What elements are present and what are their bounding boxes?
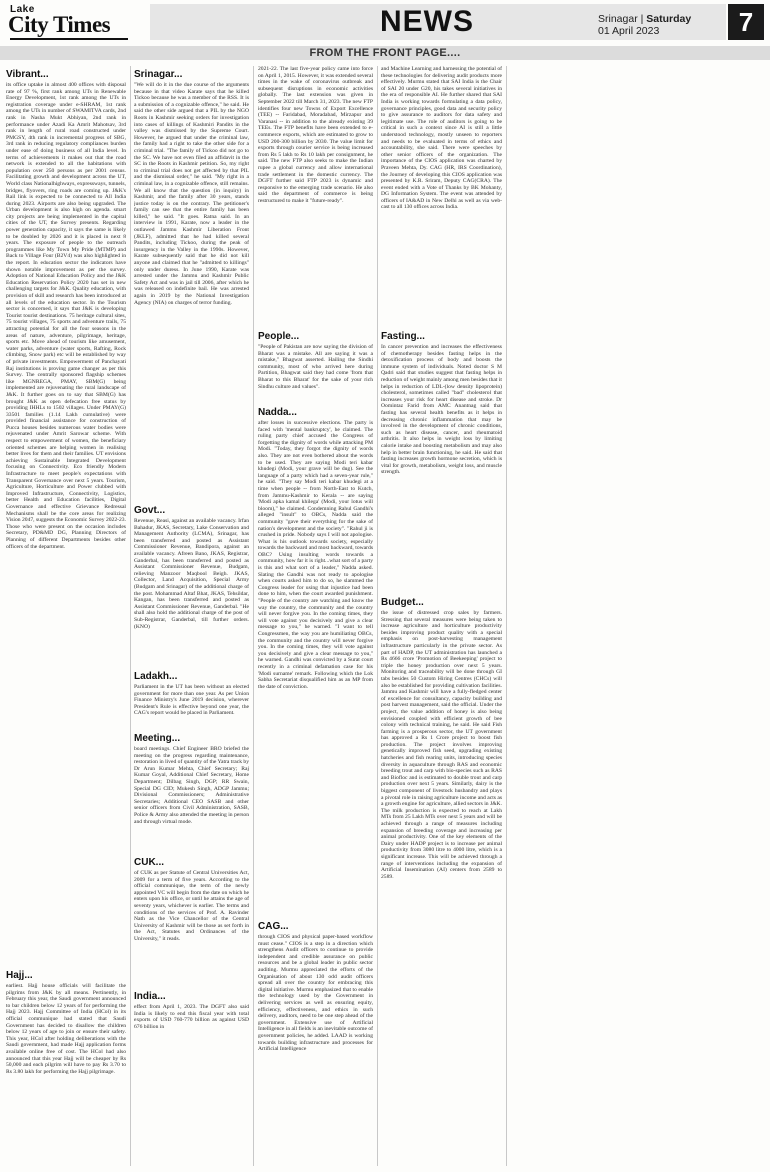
- article-body: earliest. Hajj house officials will facilitate the pilgrims from J&K by all means. Pertinently, in February this year, the Saudi government announced to bar children below 12 years of for performing the Hajj 2023. Hajj Committee of India (HCol) in its official communique had stated that Saudi Government has decided to disallow the children below 12 years of age to join or ensure their safety. This year, HCol after holding deliberations with the Saudi government, had made Hajj application forms available online free of cost. The HCol had also announced that this year Hajj will be cheaper by Rs 50,000 and each pilgrim will have to pay Rs 3.70 to Rs 3.80 lakh for performing the Hajj pilgrimage.: [6, 983, 126, 1075]
- logo-top-text: Lake: [10, 4, 35, 15]
- article-body: of CUK as per Statute of Central Universities Act, 2009 for a term of five years. According to the official communique, the term of the newly appointed VC will begin from the date on which he enters upon his office, or until he attains the age of seventy years, whichever is earlier. The terms and conditions of the services of Prof. A. Ravinder Nath as the Vice Chancellor of the Central University of Kashmir will be those as set forth in the Act, Statutes and Ordinances of the University," it reads.: [134, 870, 249, 942]
- column-4: [381, 66, 502, 1168]
- logo-main-text: City Times: [8, 12, 111, 37]
- section-banner: [150, 4, 726, 40]
- masthead: [0, 0, 770, 48]
- article-heading: India...: [134, 991, 166, 1002]
- article-body: "People of Pakistan are now saying the division of Bharat was a mistake. All are saying it was a mistake," Bhagwat asserted. Hailing the Sindhi community, most of who arrived here during Partition, Bhagwat said they had come 'from that Bharat to this Bharat' for the sake of your rich Sindhu culture and values".: [258, 344, 373, 390]
- column-3: [258, 66, 373, 1168]
- article-heading: Nadda...: [258, 407, 297, 418]
- column-divider: [377, 66, 378, 1166]
- article-heading: Fasting...: [381, 331, 425, 342]
- article-heading: CAG...: [258, 921, 289, 932]
- front-page-continuation-bar: [0, 46, 770, 60]
- newspaper-logo[interactable]: [6, 4, 140, 42]
- article-body: and Machine Learning and harnessing the potential of these technologies for delivering audit products more effectively. Murmu stated that SAI India is the Chair of SAI 20 under G20, his takes several initiatives in the era of responsible AI. He further shared that SAI India is working towards formulating a data policy, governance principles, good data and security policy to give assurance to auditors for data safety and legitimate use. The role of auditors is going to be critical in such a context since AI is still a little understood technology, mostly unseen to reporters and needs to be evaluated in terms of ethics and accountability, she said. There were speeches by other senior officers of the organization. The importance of the CIOS application was charted by Praveen Mehta, Dy. CAG (HR, IRS Coordination), the Journey of developing this CIOS application was presented by K.R. Sriram, Deputy CAG(CRA). The event ended with a Vote of Thanks by BK Mohanty, DG Information System. The event was attended by officers of IA&AD in New Delhi as well as via web-cast to all 130 offices across India.: [381, 66, 502, 211]
- column-divider: [506, 66, 507, 1166]
- section-bar-label: FROM THE FRONT PAGE....: [309, 47, 461, 59]
- column-divider: [253, 66, 254, 1166]
- article-heading: Meeting...: [134, 733, 181, 744]
- section-title: NEWS: [380, 5, 474, 38]
- article-heading: Budget...: [381, 597, 424, 608]
- article-body: Parliament in the UT has been without an elected government for more than one year. As per Union Finance Ministry's June 2019 decision, wherever President's Rule is effective beyond one year, the CAG's report would be placed in Parliament.: [134, 684, 249, 717]
- page-number: 7: [728, 4, 764, 40]
- column-1: [6, 66, 126, 1168]
- article-heading: Srinagar...: [134, 69, 183, 80]
- article-heading: CUK...: [134, 857, 164, 868]
- logo-underline: [10, 38, 128, 40]
- article-heading: People...: [258, 331, 300, 342]
- article-body: "We will do it in the due course of the arguments because in that video Karate says that he killed Tickoo because he was a member of the RSS. It is a submission of a cognizable offence," he said. He said the other side argued that a PIL by the NGO Roots in Kashmir seeking orders for investigation into cases of killings of Kashmiri Pandits in the valley was dismissed by the Supreme Court. However, he argued that under the criminal law, the family had a right to take the other side for a criminal trial. "The family of Tickoo did not go to the SC. We have not even filed an affidavit in the SC in the Roots in Kashmir petition. So, my right to criminal trial does not get affected by that PIL and the dismissal order," he said. "My right in a criminal law, in a cognizable offence, still remains. We all know that the question (in inquiry) in Kashmir, and the family after 30 years, stands justice today is on the contrary. The petitioner's family can see that the entire family has been killed," he said. "It goes. Ratna said. In an interview in 1991, Karate, now a leader in the outlawed Jammu Kashmir Liberation Front (JKLF), admitted that he had killed several Pandits, including Tickoo, during the peak of insurgency in the Valley in the 1990s. However, Karate subsequently said that he did not kill anyone and claimed that he "admitted to killings" only under duress. In June 1990, Karate was arrested under the Jammu and Kashmir Public Safety Act and was in jail till 2006, after which he was released on indefinite bail. He was arrested again in 2019 by the National Investigation Agency (NIA) on charges of terror funding.: [134, 82, 249, 306]
- article-body: 2021-22. The last five-year policy came into force on April 1, 2015. However, it was extended several times in the wake of coronavirus outbreak and subsequent disruptions in economic activities globally. The last extension was given in September 2022 till March 31, 2023. The new FTP identifies four new Towns of Export Excellence (TEE) -- Faridabad, Moradabad, Mirzapur and Varanasi -- in addition to the already existing 39 TEEs. The FTP benefits have been extended to e-commerce exports, which are estimated to grow to USD 200-300 billion by 2030. The value limit for exports through courier service is being increased from Rs 5 lakh to Rs 10 lakh per consignment, he said. The new FTP also seeks to make the Indian rupee a global currency and allow international trade settlement in the domestic currency. The DGFT further said FTP 2023 is dynamic and responsive to the emerging trade scenario. He also said the department of commerce is being restructured to make it "future-ready".: [258, 66, 373, 204]
- article-body: the issue of distressed crop sales by farmers. Stressing that several measures were being taken to increase agriculture and horticulture productivity besides improving product quality with a special emphasis on post-harvesting management infrastructure particularly in the private sector. As part of HADP, the UT administration has launched a Rs 4666 crore 'Promotion of Beekeeping' project to triple the honey production over next 5 years. Monitoring and traceability will be done through GI tabs besides 50 Custom Hiring Centres (CHCs) will also be established for providing cultivation facilities. Jammu and Kashmir will have a fully-fledged center of excellence for consultancy, capacity building and post harvest management, said the official. Under the project, the value addition of honey is also being envisioned coupled with efficient growth of bee colony with technical training, he said. He said Fish farming is a prosperous sector, the UT government has approved a Rs 1 Crore project to boost fish production. The project involves improving genetically improved fish seed, upgrading existing hatcheries and fish rearing units, introducing species diversity in aquaculture through RAS and economic breeding trout and carp with bio-species such as RAS and Biofloc and is estimated to double trout and carp production over next 5 years. Similarly, dairy is the biggest component of livestock husbandry and plays a pivotal role in raising agriculture income and acts as a growth engine for agriculture, allied sectors in J&K. The milk production is expected to reach at Lakh MTs from 25 Lakh MTs over next 5 years and will be achieved through a range of measures including expansion of breeding coverage and increasing per animal productivity. One of the key elements of the Dairy under HADP project is to increase per animal productivity from 3080 litre to 4000 litre, which is a significant increase. This will be achieved through a range of interventions including the expansion of Artificial Insemination (AI) centers from 2589 to 2589.: [381, 610, 502, 880]
- article-body: its office uptake in almost 400 offices with disposal rate of 97 %, first rank among UTs in Renewable Energy Development, 1st rank among the UTs in registration coverage under e-SHRAM, 1st rank among the UTs in number of SWAMITVA cards, 2nd rank in Nasha Mukt Abhiyan, 2nd rank in performance under Azadi Ka Amrit Mahotsav, 3rd rank in length of rural road constructed under PMGSY, 4th rank in incremental progress of SBG, 3rd rank in reducing regulatory compliances burden under ease of doing business of all India level. In terms of achievements it makes out that the road network is extended to all the habitations with population over 250 persons as per 2001 census. Facilitating growth and development across the UT, World class Nationalhighways, expressways, tunnels, bridges, flyovers, ring roads are coming up. J&K's Rail link is expected to be connected to All India during 2023. Airports are also being upgraded. The Urban development is also high on agenda. smart city projects are being implemented in the capital cities of the UT, the Survey presents. Regarding power generation capacity, it says the same is likely to be doubled by 2026 and it is placed in next 8 years. The exposure of people to the outreach programmes like My Town My Pride (MTMP) and Back to Village Four (B2V4) was also highlighted in the report. In education sector the indicators have shown notable improvement as per the survey. Adoption of National Education Policy and the J&K Education Reservation Policy 2020 has set in new challenging targets for J&K. Quality education, with provision of skill and research has been introduced at all levels of the education sector. In the Tourism sector is concerned, it says that J&K is developing Tourist tourist destinations. 75 heritage cultural sites, 75 tourist villages, 75 sports and adventure trails, 75 attracting potential for all the four seasons in the areas of nature, adventure, pilgrimage, heritage, sports etc. Move ahead of tourism like amusement, water parks, adventure (water sports, Rafting, Rock climbing, Snow park) etc will be established by way of private investments. Empowerment of Panchayati Raj institutions is proving game changer as per this Survey. The centrally sponsored flagship schemes like MGNREGA, PMAY, SBM(G) being implemented are rejuvenating the rural landscape of J&K. It further goes on to say that SBM(G) has brought J&K as open defecation free status by providing IHHLs to 1502 villages. Under PMAY(G) 33501 families (1.14 Lakh cumulative) were provided financial assistance for construction of Pucca houses besides numerous water bodies were rejuvenated under Amrit Sarowar scheme. With respect to empowerment of women, the beneficiary oriented schemes are helping women in realising better lives for them and their families. UT envisions achieving Sustainable Integrated Development focusing on Connectivity. Eco friendly Modern Infrastructure to meet people's expectations with Transparent Governance over next 5 years. Tourism, Agriculture, Horticulture and Power clubbed with Improved Infrastructure, Connectivity, Logistics, better Health and Education facilities, Digital Governance and effective Grievance Redressal Mechanisms shall be the core areas for realizing Vision 2047, suggests the Economic Survey 2022-23. Those who were present on the occasion includes Secretary, PD&MD DG, Planning Directors of Planning of different Departments besides other officers of the department.: [6, 82, 126, 550]
- column-2: [134, 66, 249, 1168]
- article-heading: Hajj...: [6, 970, 33, 981]
- issue-date-text: 01 April 2023: [598, 25, 660, 37]
- column-divider: [130, 66, 131, 1166]
- issue-weekday: Saturday: [646, 13, 692, 25]
- article-body: board meetings. Chief Engineer BRO briefed the meeting on the progress regarding maintenance, restoration in lived of quantity of the Yatra track by Dr Arun Kumar Mehta, Chief Secretary; Raj Kumar Goyal, Additional Chief Secretary, Home Department; Dilbag Singh, DGP; RR Swain, Special DG CID; Mukesh Singh, ADGP Jammu; Divisional Commissioners; Administrative Secretaries; Additional CEO SASB and other senior officers from Civil Administration, SASB, Police & Army also attended the meeting in person and through virtual mode.: [134, 746, 249, 825]
- issue-city: Srinagar: [598, 13, 638, 25]
- article-body: effect from April 1, 2023. The DGFT also said India is likely to end this fiscal year with total exports of USD 760-770 billion as against USD 676 billion in: [134, 1004, 249, 1030]
- article-body: through CIOS and physical paper-based workflow must cease." CIOS is a step in a direction which strengthens Audit officers to continue to provide independent and credible assurance on public resources and be a global leader in public sector auditing. Murmu appreciated the efforts of the Organisation of about 130 odd audit officers spread all over the country for embracing this digital initiative. Murmu emphasized that to enable the technology used by the Government in delivering services as well as ensuring equity, efficiency, effectiveness, and ethics in such delivery, auditors, need to be one step ahead of the government. Extensive use of Artificial Intelligence in all fields is an inevitable outcome of government policies, he added. LAAD is working towards building infrastructure and processes for Artificial Intelligence: [258, 934, 373, 1053]
- issue-date: Srinagar | Saturday 01 April 2023: [598, 13, 692, 37]
- article-heading: Ladakh...: [134, 671, 178, 682]
- article-body: Revenue, Reasi, against an available vacancy. Irfan Bahadur, JKAS, Secretary, Lake Conservation and Management Authority (LCMA), Srinagar, has been transferred and posted as Assistant Commissioner Revenue, Bandipora, against an available vacancy. Afreen Bano, JKAS, Registrar, Ganderbal, has been transferred and posted as Assistant Commissioner Revenue, Budgam, relieving Manzoor Maqbool Beigh. JKAS, Collector, Land Acquisition, Special Army (Budgam and Srinagar) of the additional charge of the post. Mohammad Altaf Bhat, JKAS, Tehsildar, Kangan, has been transferred and posted as Assistant Commissioner Revenue, Ganderbal. "He shall also hold the additional charge of the post of Sub-Registrar, Ganderbal, till further orders. (KNO): [134, 518, 249, 630]
- article-heading: Vibrant...: [6, 69, 49, 80]
- article-body: after losses in successive elections. The party is faced with 'mental bankruptcy', he claimed. The ruling party chief accused the Congress of forgetting the dignity of words while attacking PM Modi. "Today, they forgot the dignity of words also. They are not even bothered about the words to be used. They are saying Modi teri kabar khudegi (Modi, your grave will be dug). See the language of a party which had a seven-year rule," he said. "They say Modi teri kabar khudegi at a time when people -- from North-East to Kutch, from Jammu-Kashmir to Kerala -- are saying 'Modi apka kamal khilega' (Modi, your lotus will bloom)," he claimed. Condemning Rahul Gandhi's alleged "insult" to OBCs, Nadda said the community "gave their everything for the sake of nation's development and the society". "Rahul ji is crushed in pride. Nobody says I will not apologise. What is his outlook towards society, especially towards the backward and most backward, towards OBC? Using insulting words towards a community, how far it is right...what sort of a party is this and what sort of a leader," Nadda asked. Slating the Gandhi was not ready to apologise when courts asked him to do so, he slammed the Congress leader for using that injustice had been done to him, when the court awarded punishment. "People of the country are watching and know the way the country, the community and the country will never forgive you. In the coming times, they will vote against you decisively and give a clear message to you," he warned. "I want to tell Congressmen, the way you are humiliating OBCs, the community and the country will never forgive you. In the coming times, they will vote against you decisively and give a clear message to you," he warned. Gandhi was convicted by a Surat court recently in a criminal defamation case for his 'Modi surname' remark. Following which the Lok Sabha Secretariat disqualified him as an MP from the date of conviction.: [258, 420, 373, 690]
- article-body: In cancer prevention and increases the effectiveness of chemotherapy besides fasting helps in the detoxification process of body and boosts the immune system of individuals. Noted doctor S M Qadri said that studies suggest that fasting helps in reduction of weight mainly among men besides that it helps in reduction of LDL-(low density lipoprotein) cholesterol, sometimes called "bad" cholesterol that increases your risk for heart disease and stroke. Dr Oomintaz Farid from AMC Anantnag said that fasting has several health benefits as it helps in decreasing chronic inflammation that may be involved in the development of chronic conditions, such as heart disease, cancer, and rheumatoid arthritis. It also helps in weight loss by limiting calorie intake and boosting metabolism and may also help in better brain functioning, he said. He said that fasting increases growth hormone secretion, which is vital for growth, metabolism, weight loss, and muscle strength.: [381, 344, 502, 476]
- article-heading: Govt...: [134, 505, 166, 516]
